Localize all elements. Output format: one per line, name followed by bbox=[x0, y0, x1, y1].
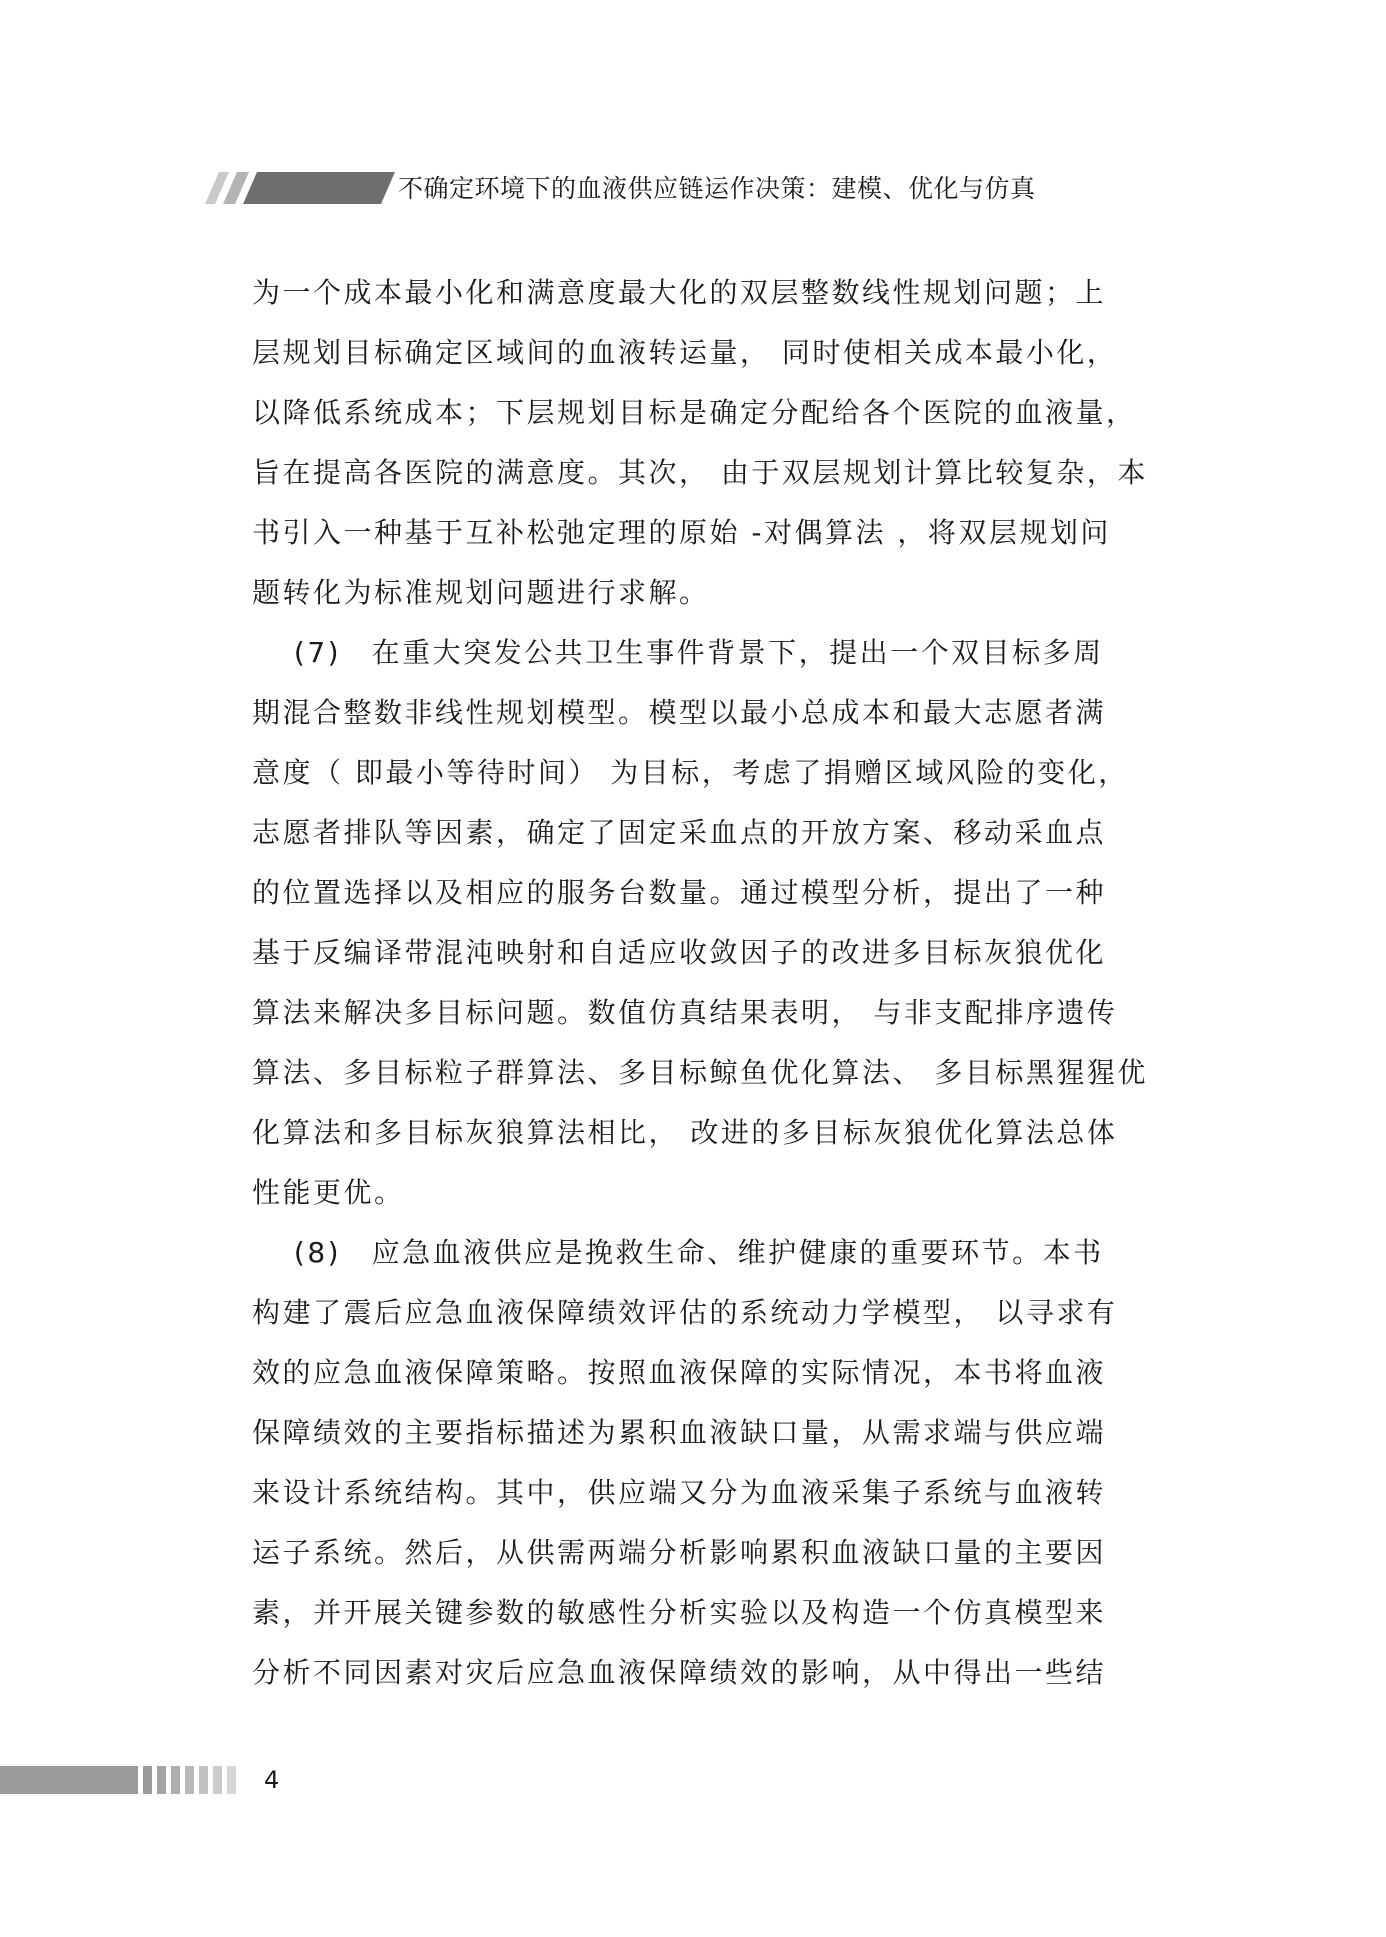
text-line: 的位置选择以及相应的服务台数量。通过模型分析，提出了一种 bbox=[252, 876, 1107, 909]
text-line: (8) 应急血液供应是挽救生命、维护健康的重要环节。本书 bbox=[252, 1236, 1104, 1269]
footer-bar-decoration bbox=[0, 1766, 245, 1794]
text-line: 分析不同因素对灾后应急血液保障绩效的影响，从中得出一些结 bbox=[252, 1656, 1107, 1689]
text-line: 来设计系统结构。其中，供应端又分为血液采集子系统与血液转 bbox=[252, 1476, 1107, 1509]
text-line: 志愿者排队等因素，确定了固定采血点的开放方案、移动采血点 bbox=[252, 816, 1107, 849]
text-line: 性能更优。 bbox=[252, 1176, 405, 1209]
text-line: 书引入一种基于互补松弛定理的原始 -对偶算法 ，将双层规划问 bbox=[252, 516, 1111, 549]
text-line: 以降低系统成本；下层规划目标是确定分配给各个医院的血液量， bbox=[252, 396, 1137, 429]
text-line: 效的应急血液保障策略。按照血液保障的实际情况，本书将血液 bbox=[252, 1356, 1107, 1389]
running-header-title: 不确定环境下的血液供应链运作决策：建模、优化与仿真 bbox=[398, 174, 1036, 203]
text-line: 算法来解决多目标问题。数值仿真结果表明， 与非支配排序遗传 bbox=[252, 996, 1118, 1029]
text-line: 意度（ 即最小等待时间） 为目标，考虑了捐赠区域风险的变化， bbox=[252, 756, 1129, 789]
text-line: 旨在提高各医院的满意度。其次， 由于双层规划计算比较复杂，本 bbox=[252, 456, 1148, 489]
text-line: 题转化为标准规划问题进行求解。 bbox=[252, 576, 710, 609]
page-number: 4 bbox=[264, 1766, 280, 1794]
body-text bbox=[252, 278, 1152, 1718]
text-line: 化算法和多目标灰狼算法相比， 改进的多目标灰狼优化算法总体 bbox=[252, 1116, 1118, 1149]
header-stripe-decoration bbox=[205, 172, 405, 204]
text-line: 构建了震后应急血液保障绩效评估的系统动力学模型， 以寻求有 bbox=[252, 1296, 1118, 1329]
text-line: 运子系统。然后，从供需两端分析影响累积血液缺口量的主要因 bbox=[252, 1536, 1107, 1569]
text-line: 为一个成本最小化和满意度最大化的双层整数线性规划问题；上 bbox=[252, 276, 1107, 309]
text-line: 期混合整数非线性规划模型。模型以最小总成本和最大志愿者满 bbox=[252, 696, 1107, 729]
text-line: 保障绩效的主要指标描述为累积血液缺口量，从需求端与供应端 bbox=[252, 1416, 1107, 1449]
text-line: 层规划目标确定区域间的血液转运量， 同时使相关成本最小化， bbox=[252, 336, 1118, 369]
text-line: 基于反编译带混沌映射和自适应收敛因子的改进多目标灰狼优化 bbox=[252, 936, 1107, 969]
text-line: 算法、多目标粒子群算法、多目标鲸鱼优化算法、 多目标黑猩猩优 bbox=[252, 1056, 1148, 1089]
text-line: (7) 在重大突发公共卫生事件背景下，提出一个双目标多周 bbox=[252, 636, 1104, 669]
text-line: 素，并开展关键参数的敏感性分析实验以及构造一个仿真模型来 bbox=[252, 1596, 1107, 1629]
